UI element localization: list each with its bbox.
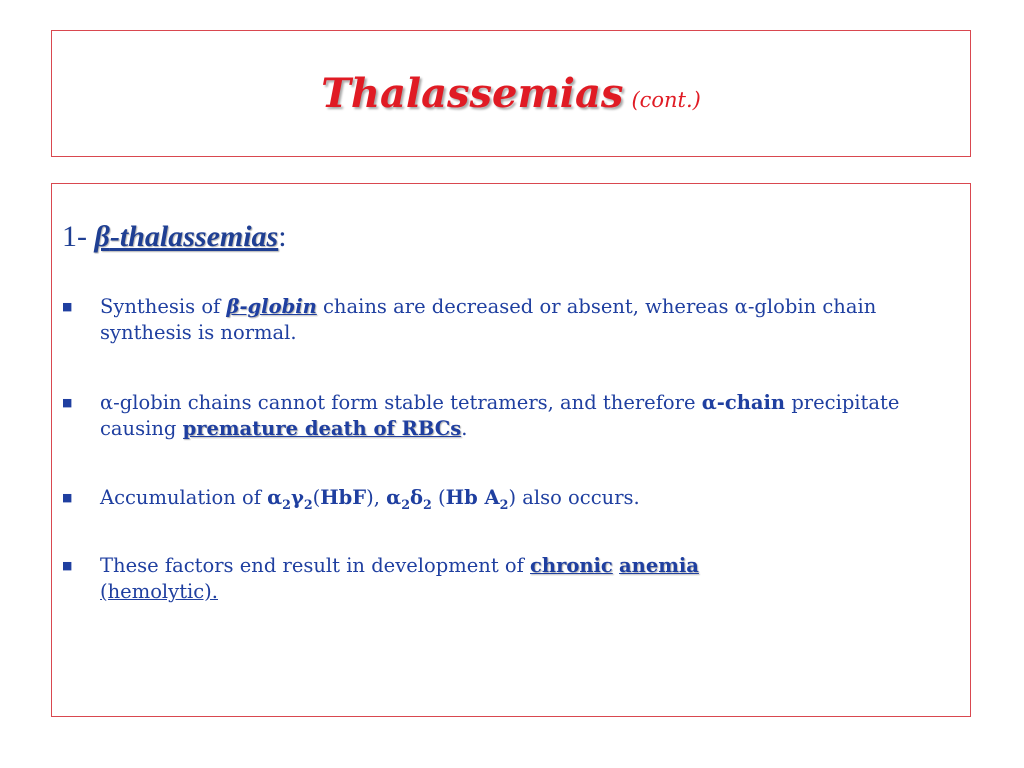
bullet-square-icon: ■ [62, 300, 73, 313]
alpha-symbol: α [100, 391, 114, 414]
section-heading [62, 220, 287, 254]
text-run: -globin chains cannot form stable tetramers, and therefore [113, 391, 702, 414]
bullet-text-4 [100, 553, 952, 605]
anemia-term: anemia [619, 554, 699, 577]
bullet-item-1 [62, 294, 952, 346]
text-run: ) also occurs. [508, 486, 640, 509]
alpha2-gamma2 [267, 486, 313, 512]
alpha-symbol: α [386, 486, 402, 509]
content-box [51, 183, 971, 717]
text-run: precipitate causing [100, 391, 900, 440]
text-run: . [461, 417, 468, 440]
delta-symbol: δ [410, 486, 424, 509]
heading-beta: β [94, 220, 110, 253]
text-run: ( [431, 486, 446, 509]
subscript: 2 [303, 496, 313, 512]
bullet-square-icon: ■ [62, 491, 73, 504]
subscript: 2 [401, 496, 410, 512]
alpha-chain-term [702, 391, 785, 414]
heading-suffix: : [278, 220, 287, 253]
hemolytic-term: (hemolytic). [100, 580, 218, 603]
term-text: -globin [239, 295, 317, 318]
text-run: ( [312, 486, 321, 509]
subscript: 2 [282, 496, 291, 512]
chronic-term: chronic [530, 554, 613, 577]
title-main: Thalassemias [321, 70, 624, 117]
beta-globin-term [226, 295, 316, 318]
bullet-item-4 [62, 553, 952, 605]
term-text: -chain [716, 391, 786, 414]
subscript: 2 [423, 496, 432, 512]
bullet-square-icon: ■ [62, 396, 73, 409]
slide-title [321, 70, 701, 117]
beta-symbol: β [226, 295, 240, 318]
hba2-term [445, 486, 509, 512]
bullet-text-3 [100, 485, 952, 518]
bullet-square-icon: ■ [62, 559, 73, 572]
title-subtitle: (cont.) [631, 88, 701, 112]
alpha-symbol: α [701, 391, 717, 414]
bullet-text-1 [100, 294, 952, 346]
text-run: Synthesis of [100, 295, 227, 318]
text-run: -globin chain synthesis is normal. [100, 295, 877, 344]
heading-term [95, 220, 279, 253]
term-text: Hb A [445, 486, 500, 509]
heading-term-text: -thalassemias [109, 220, 279, 253]
bullet-item-2 [62, 390, 952, 442]
subscript: 2 [499, 496, 509, 512]
alpha2-delta2 [386, 486, 432, 512]
hbf-term: HbF [320, 486, 367, 509]
gamma-symbol: γ [290, 486, 304, 509]
alpha-symbol: α [267, 486, 283, 509]
heading-prefix: 1- [62, 220, 95, 253]
title-box [51, 30, 971, 157]
bullet-text-2 [100, 390, 952, 442]
text-run: chains are decreased or absent, whereas [316, 295, 735, 318]
premature-death-term: premature death of RBCs [182, 417, 462, 440]
text-run: ), [366, 486, 387, 509]
text-run: These factors end result in development of [100, 554, 531, 577]
text-run: Accumulation of [100, 486, 268, 509]
alpha-symbol: α [734, 295, 748, 318]
bullet-item-3 [62, 485, 952, 518]
